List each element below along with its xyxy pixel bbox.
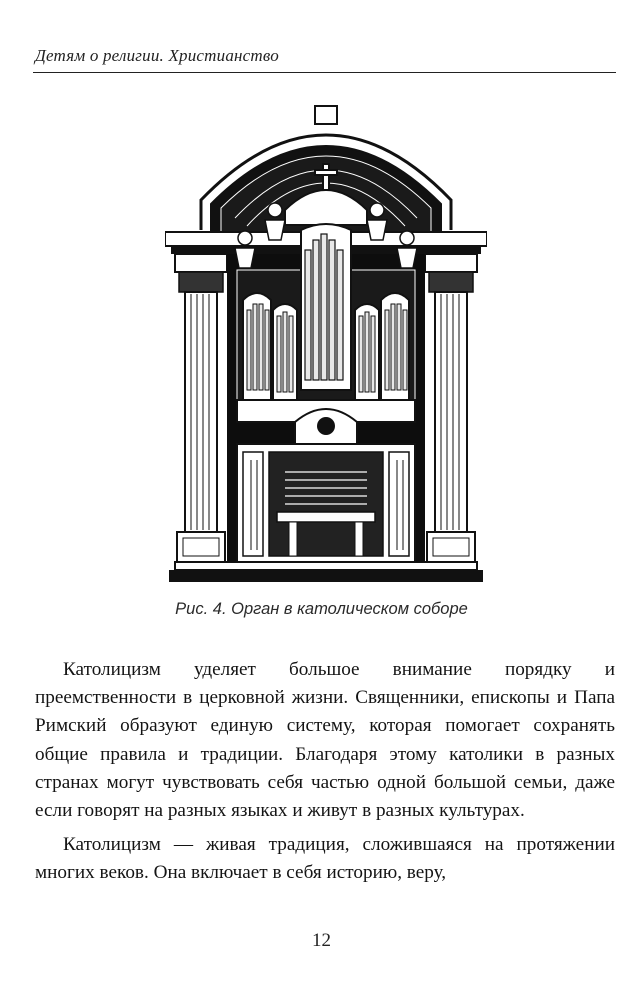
header-rule	[33, 72, 616, 73]
body-text	[35, 656, 615, 888]
page-number: 12	[312, 930, 331, 951]
running-header: Детям о религии. Христианство	[35, 46, 279, 65]
organ-illustration	[165, 100, 487, 586]
paragraph-2: Католицизм — живая традиция, сложившаяся на протяжении многих веков. Она включает в себя историю, веру,	[35, 834, 615, 884]
paragraph-1: Католицизм уделяет большое внимание порядку и преемственности в церковной жизни. Священники, епископы и Папа Римский образуют единую систему, которая помогает сохранять общие правила и традиции. Благодаря этому католики в разных странах могут чувствовать себя частью одной большой семьи, даже если говорят на разных языках и живут в разных культурах.	[35, 659, 615, 822]
figure-caption: Рис. 4. Орган в католическом соборе	[175, 600, 468, 618]
